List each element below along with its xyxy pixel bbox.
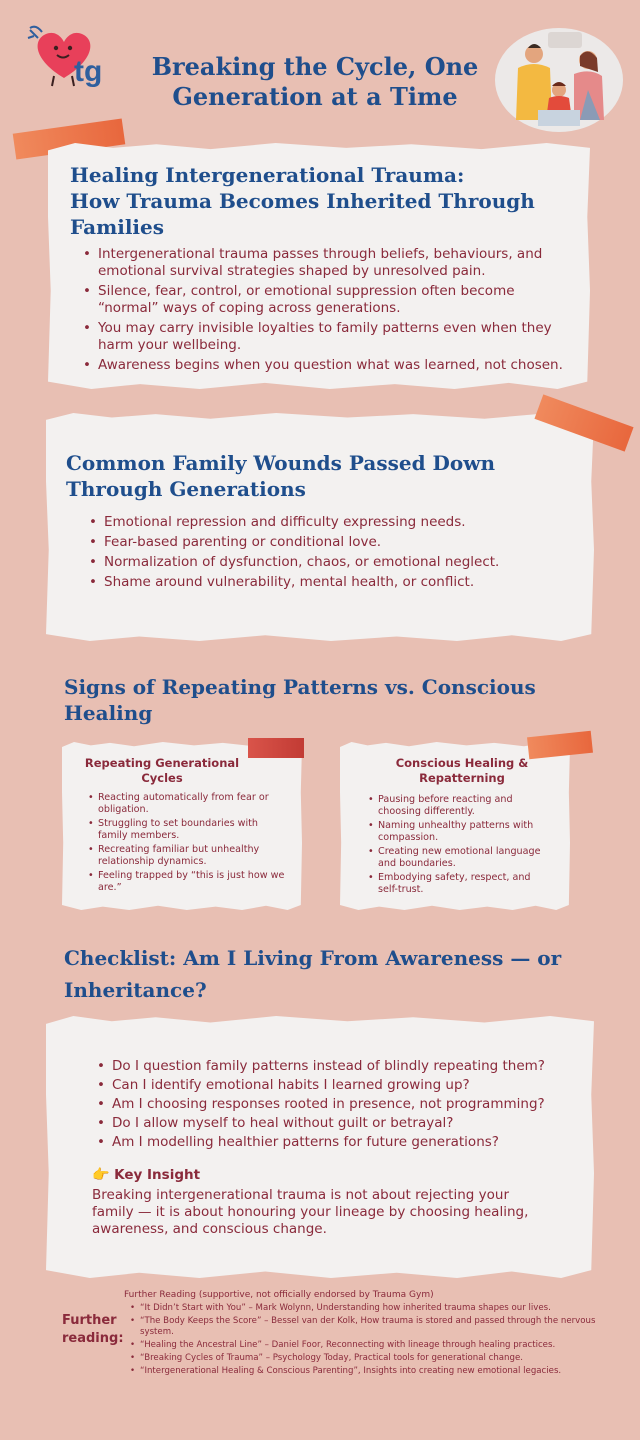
pointing-hand-icon: 👉 bbox=[92, 1167, 110, 1183]
reading-item: • “Intergenerational Healing & Conscious Parenting”, Insights into creating new emotional legacies. bbox=[128, 1366, 598, 1377]
list-item: • Embodying safety, respect, and self-trust. bbox=[366, 872, 546, 896]
conscious-healing-title-line-1: Conscious Healing & bbox=[395, 756, 529, 770]
list-item: • Creating new emotional language and boundaries. bbox=[366, 846, 546, 870]
repeating-cycles-title-line-2: Cycles bbox=[141, 771, 183, 785]
section-3-title-line-1: Signs of Repeating Patterns vs. Conscious bbox=[64, 675, 536, 699]
reading-item: • “The Body Keeps the Score” – Bessel van der Kolk, How trauma is stored and passed through the nervous system. bbox=[128, 1316, 598, 1338]
section-1-title bbox=[70, 162, 535, 240]
list-item: • Naming unhealthy patterns with compassion. bbox=[366, 820, 546, 844]
list-item: • Pausing before reacting and choosing differently. bbox=[366, 794, 546, 818]
section-2-title bbox=[66, 450, 495, 502]
further-reading-label bbox=[62, 1312, 122, 1348]
list-item: • Recreating familiar but unhealthy relationship dynamics. bbox=[86, 844, 286, 868]
logo-text: tg bbox=[74, 55, 103, 88]
section-1-title-line-2: How Trauma Becomes Inherited Through bbox=[70, 189, 535, 213]
checklist-item: • Do I question family patterns instead of blindly repeating them? bbox=[92, 1058, 572, 1074]
list-item: • Shame around vulnerability, mental health, or conflict. bbox=[84, 574, 564, 591]
further-reading-label-line-2: reading: bbox=[62, 1331, 124, 1346]
list-item: • Emotional repression and difficulty expressing needs. bbox=[84, 514, 564, 531]
key-insight-heading bbox=[92, 1167, 200, 1183]
page-title-line-1: Breaking the Cycle, One bbox=[151, 52, 479, 81]
section-4-title-line-2: Inheritance? bbox=[64, 978, 207, 1002]
family-illustration-icon bbox=[494, 20, 624, 132]
reading-item: • “Breaking Cycles of Trauma” – Psychology Today, Practical tools for generational change. bbox=[128, 1353, 598, 1364]
conscious-healing-list bbox=[366, 794, 546, 898]
further-reading-list bbox=[128, 1303, 598, 1379]
list-item: • Struggling to set boundaries with family members. bbox=[86, 818, 286, 842]
section-1-list bbox=[78, 246, 568, 377]
list-item: • Fear-based parenting or conditional love. bbox=[84, 534, 564, 551]
conscious-healing-title bbox=[382, 756, 542, 786]
list-item: • Reacting automatically from fear or obligation. bbox=[86, 792, 286, 816]
repeating-cycles-title-line-1: Repeating Generational bbox=[84, 756, 240, 770]
section-1-title-line-1: Healing Intergenerational Trauma: bbox=[70, 163, 465, 187]
section-4-title-line-1: Checklist: Am I Living From Awareness — or bbox=[64, 946, 562, 970]
tape-decoration bbox=[527, 731, 593, 760]
section-4-title bbox=[64, 942, 561, 1006]
list-item: • Intergenerational trauma passes through beliefs, behaviours, and emotional survival strategies shaped by unresolved pain. bbox=[78, 246, 568, 280]
section-3-title bbox=[64, 674, 536, 726]
further-reading-label-line-1: Further bbox=[62, 1313, 117, 1328]
checklist-item: • Do I allow myself to heal without guilt or betrayal? bbox=[92, 1115, 572, 1131]
page-title bbox=[140, 52, 490, 112]
conscious-healing-title-line-2: Repatterning bbox=[419, 771, 505, 785]
reading-item: • “It Didn’t Start with You” – Mark Wolynn, Understanding how inherited trauma shapes our lives. bbox=[128, 1303, 598, 1314]
list-item: • Feeling trapped by “this is just how we are.” bbox=[86, 870, 286, 894]
key-insight-text: Breaking intergenerational trauma is not about rejecting your family — it is about honouring your lineage by choosing healing, awareness, and conscious change. bbox=[92, 1187, 529, 1237]
key-insight-title: Key Insight bbox=[114, 1167, 201, 1183]
section-2-title-line-1: Common Family Wounds Passed Down bbox=[66, 451, 495, 475]
checklist-item: • Can I identify emotional habits I learned growing up? bbox=[92, 1077, 572, 1093]
list-item: • Normalization of dysfunction, chaos, or emotional neglect. bbox=[84, 554, 564, 571]
further-reading-intro: Further Reading (supportive, not officially endorsed by Trauma Gym) bbox=[124, 1290, 434, 1300]
list-item: • Awareness begins when you question what was learned, not chosen. bbox=[78, 357, 568, 374]
list-item: • You may carry invisible loyalties to family patterns even when they harm your wellbeing. bbox=[78, 320, 568, 354]
section-2-title-line-2: Through Generations bbox=[66, 477, 306, 501]
section-1-title-line-3: Families bbox=[70, 215, 165, 239]
repeating-cycles-title bbox=[82, 756, 242, 786]
list-item: • Silence, fear, control, or emotional suppression often become “normal” ways of coping across generations. bbox=[78, 283, 568, 317]
checklist-list bbox=[92, 1058, 572, 1153]
reading-item: • “Healing the Ancestral Line” – Daniel Foor, Reconnecting with lineage through healing practices. bbox=[128, 1340, 598, 1351]
section-3-title-line-2: Healing bbox=[64, 701, 153, 725]
checklist-item: • Am I choosing responses rooted in presence, not programming? bbox=[92, 1096, 572, 1112]
section-2-list bbox=[84, 514, 564, 594]
checklist-item: • Am I modelling healthier patterns for future generations? bbox=[92, 1134, 572, 1150]
repeating-cycles-list bbox=[86, 792, 286, 896]
tape-decoration bbox=[248, 738, 304, 758]
page-title-line-2: Generation at a Time bbox=[172, 82, 458, 111]
